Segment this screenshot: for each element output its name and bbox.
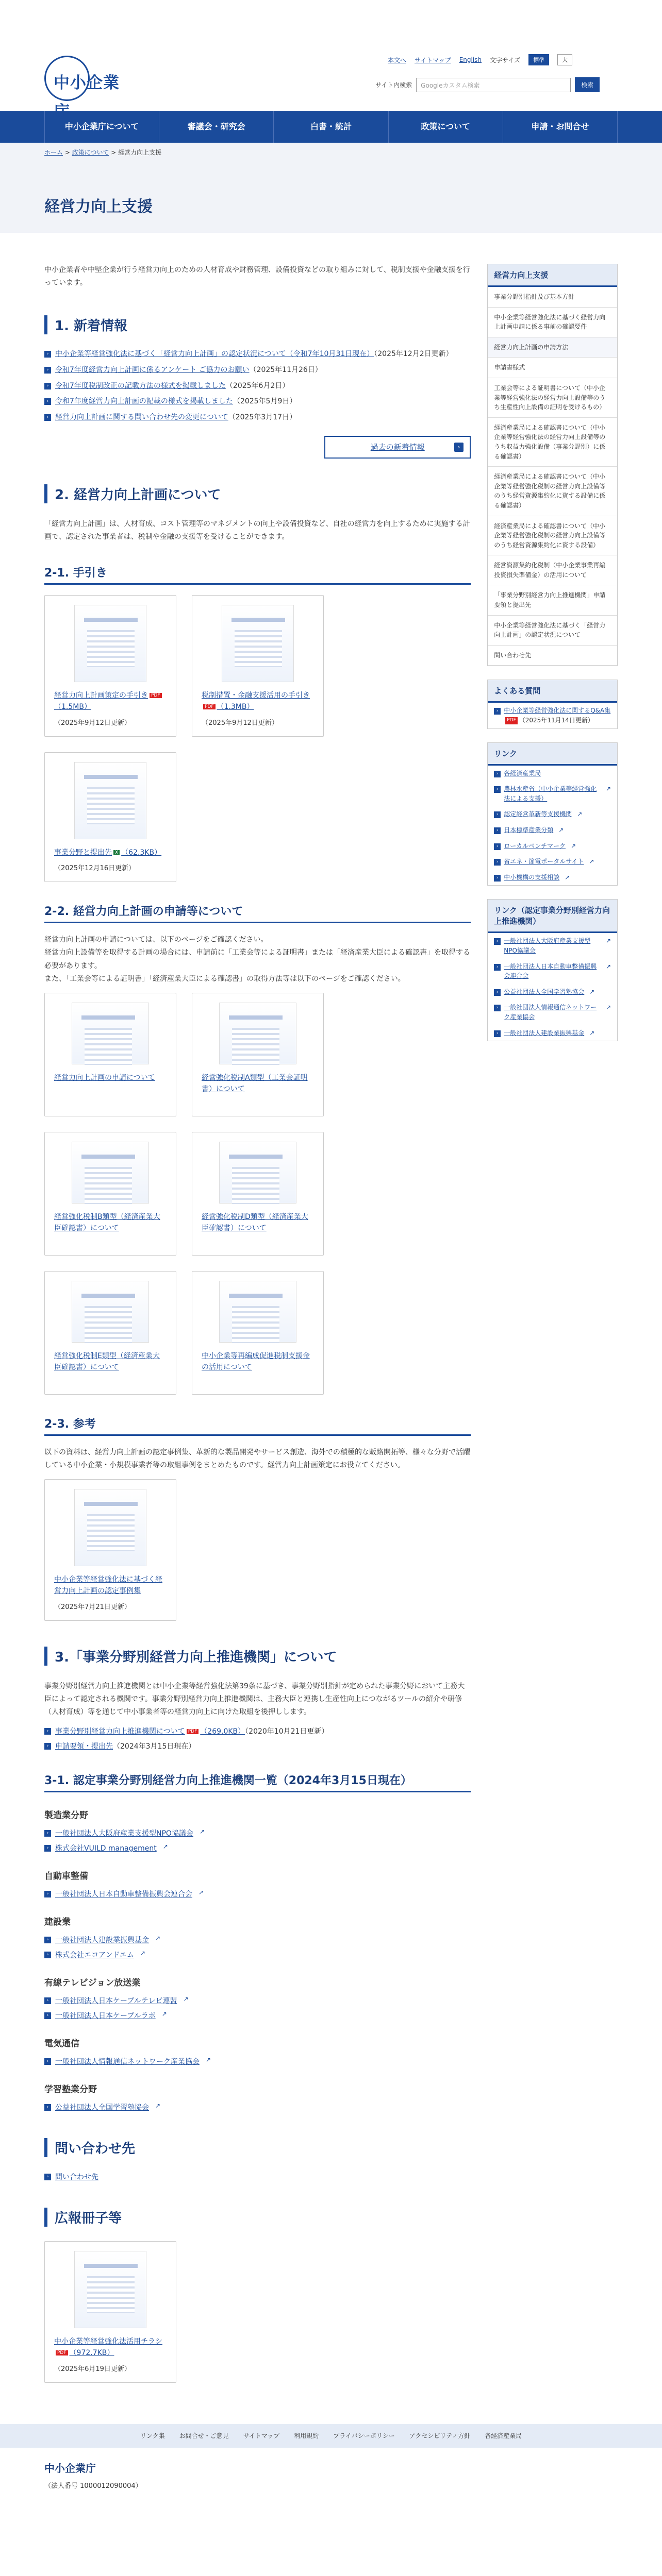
arrow-icon: › xyxy=(494,1030,501,1037)
arrow-icon: › xyxy=(494,964,501,971)
guide-link-2[interactable]: 事業分野と提出先 xyxy=(54,848,112,857)
guide-title: 2-1. 手引き xyxy=(44,564,471,585)
organization-item[interactable]: 一般社団法人日本自動車整備振興会連合会 xyxy=(55,1890,192,1899)
gnav-about[interactable]: 中小企業庁について xyxy=(44,111,159,143)
apply-card xyxy=(192,1271,324,1395)
section-organization-title: 3.「事業分野別経営力向上推進機関」について xyxy=(44,1647,471,1666)
list-item xyxy=(44,349,471,360)
reference-title: 2-3. 参考 xyxy=(44,1415,471,1436)
list-item xyxy=(44,412,471,423)
sidebar-link[interactable]: 各経済産業局 xyxy=(504,769,541,777)
news-link-3[interactable]: 令和7年度経営力向上計画の記載の様式を掲載しました xyxy=(55,397,233,406)
logo-text: 中小企業庁 xyxy=(54,74,120,121)
breadcrumb-current: 経営力向上支援 xyxy=(118,149,162,156)
category-cable-tv: 有線テレビジョン放送業 xyxy=(44,1978,141,1989)
guide-date-2: （2025年12月16日更新） xyxy=(54,865,136,873)
gnav-apply[interactable]: 申請・お問合せ xyxy=(503,111,618,143)
arrow-icon: › xyxy=(44,1743,51,1750)
news-link-2[interactable]: 令和7年度税制改正の記載方法の様式を掲載しました xyxy=(55,381,226,390)
gnav-policy[interactable]: 政策について xyxy=(389,111,503,143)
sidebar-item[interactable]: 申請書様式 xyxy=(488,358,617,378)
reference-cards xyxy=(44,1479,471,1620)
sidebar-item[interactable]: 経済産業局による確認書について（中小企業等経営強化税制の経営力向上設備等のうち経営資源集約化に資する設備に係る確認書） xyxy=(488,467,617,516)
plan-text: 「経営力向上計画」は、人材育成、コスト管理等のマネジメントの向上や設備投資など、自社の経営力を向上するために実施する計画で、認定された事業者は、税制や金融の支援等を受けることができます。 xyxy=(44,519,470,541)
external-link-icon: ↗ xyxy=(605,1004,611,1011)
organization-item[interactable]: 一般社団法人大阪府産業支援型NPO協議会 xyxy=(55,1829,193,1838)
sidebar-link[interactable]: 省エネ・節電ポータルサイト xyxy=(504,858,584,866)
category-list xyxy=(44,1935,471,1960)
news-date-2: （2025年6月2日） xyxy=(225,381,290,390)
news-list xyxy=(44,349,471,423)
font-standard-button[interactable]: 標準 xyxy=(528,54,549,65)
apply-text-3: また、「工業会等による証明書」「経済産業大臣による確認書」の取得方法等は以下のページをご確認ください。 xyxy=(44,974,405,983)
category-list xyxy=(44,1995,471,2021)
category-construction: 建設業 xyxy=(44,1917,71,1928)
arrow-icon: › xyxy=(494,708,501,715)
main-content xyxy=(44,233,471,2383)
english-link[interactable]: English xyxy=(459,56,482,63)
category-cram-school: 学習塾業分野 xyxy=(44,2084,97,2095)
document-thumbnail xyxy=(72,1142,149,1204)
apply-card xyxy=(44,1132,176,1256)
sidebar-link[interactable]: 一般社団法人大阪府産業支援型NPO協議会 xyxy=(504,937,591,954)
sidebar-links-title: リンク xyxy=(488,743,617,766)
apply-text-1: 経営力向上計画の申請については、以下のページをご確認ください。 xyxy=(44,936,268,944)
organization-link-0[interactable]: 事業分野別経営力向上推進機関について xyxy=(55,1727,185,1736)
arrow-icon: › xyxy=(494,771,501,777)
apply-card xyxy=(44,993,176,1116)
organization-date-0: （2020年10月21日更新） xyxy=(245,1727,329,1736)
news-link-0[interactable]: 中小企業等経営強化法に基づく「経営力向上計画」の認定状況について（令和7年10月31日現在） xyxy=(55,350,374,359)
pdf-icon: PDF xyxy=(505,717,518,724)
footer-link[interactable]: アクセシビリティ方針 xyxy=(409,2432,471,2440)
leaflet-thumbnail xyxy=(74,2251,146,2328)
organization-item[interactable]: 一般社団法人日本ケーブルテレビ連盟 xyxy=(55,1997,177,2006)
faq-date: （2025年11月14日更新） xyxy=(519,717,594,724)
document-thumbnail xyxy=(74,605,146,682)
document-thumbnail xyxy=(222,605,294,682)
skip-link[interactable]: 本文へ xyxy=(388,56,407,64)
news-date-4: （2025年3月17日） xyxy=(228,413,297,422)
organization-links xyxy=(44,1726,471,1751)
sidebar-link[interactable]: 一般社団法人建設業振興基金 xyxy=(504,1029,585,1037)
list-item xyxy=(488,933,617,958)
footer-corporate-number: （法人番号 1000012090004） xyxy=(44,2482,142,2490)
footer-body xyxy=(0,2448,662,2505)
reference-link[interactable]: 中小企業等経営強化法に基づく経営力向上計画の認定事例集 xyxy=(54,1575,162,1596)
list-item xyxy=(488,984,617,1000)
apply-link-3[interactable]: 経営強化税制D類型（経済産業大臣確認書）について xyxy=(202,1213,308,1232)
pr-cards xyxy=(44,2241,471,2382)
guide-card xyxy=(44,595,176,736)
category-auto-maintenance: 自動車整備 xyxy=(44,1871,88,1882)
list-item xyxy=(488,806,617,822)
gnav-whitepaper[interactable]: 白書・統計 xyxy=(274,111,388,143)
guide-link-0[interactable]: 経営力向上計画策定の手引き xyxy=(54,691,148,700)
pdf-icon: PDF xyxy=(56,2350,68,2355)
arrow-icon: › xyxy=(44,398,51,405)
apply-link-1[interactable]: 経営強化税制A類型（工業会証明書）について xyxy=(202,1074,308,1093)
sidebar-link[interactable]: 認定経営革新等支援機関 xyxy=(504,810,572,818)
news-link-1[interactable]: 令和7年度経営力向上計画に係るアンケート ご協力のお願い xyxy=(55,366,250,375)
faq-link[interactable]: 中小企業等経営強化法に関するQ&A集 xyxy=(504,707,611,715)
list-item xyxy=(488,781,617,806)
pr-size[interactable]: （972.7KB） xyxy=(69,2349,114,2357)
past-news-label: 過去の新着情報 xyxy=(370,442,425,452)
search-label: サイト内検索 xyxy=(375,81,412,89)
list-item xyxy=(44,396,471,408)
arrow-right-icon: › xyxy=(454,443,464,452)
list-item xyxy=(44,1741,471,1751)
arrow-icon: › xyxy=(494,1005,501,1011)
content-wrap xyxy=(0,233,662,2383)
document-thumbnail xyxy=(219,1142,296,1204)
footer-link[interactable]: 各経済産業局 xyxy=(485,2432,522,2440)
footer-link[interactable]: 利用規約 xyxy=(294,2432,319,2440)
organization-text: 事業分野別経営力向上推進機関とは中小企業等経営強化法第39条に基づき、事業分野別指針が定められた事業分野において主務大臣によって認定される機関です。事業分野別経営力向上推進機関は、主務大臣と連携し生産性向上につながるツールの紹介や研修（人材育成）等を通じて中小事業者等の経営力向上に向けた取組を後押しします。 xyxy=(44,1682,465,1717)
sidebar-item[interactable]: 「事業分野別経営力向上推進機関」申請要領と提出先 xyxy=(488,585,617,615)
category-list xyxy=(44,2056,471,2066)
page-title: 経営力向上支援 xyxy=(44,198,153,216)
sidebar-menu-title[interactable]: 経営力向上支援 xyxy=(488,264,617,287)
apply-link-2[interactable]: 経営強化税制B類型（経済産業大臣確認書）について xyxy=(54,1213,160,1232)
category-list xyxy=(44,1828,471,1853)
section-pr-title: 広報冊子等 xyxy=(44,2208,471,2227)
list-item xyxy=(488,1025,617,1041)
arrow-icon: › xyxy=(44,1728,51,1735)
reference-text: 以下の資料は、経営力向上計画の認定事例集、革新的な製品開発やサービス創造、海外での積極的な販路開拓等、様々な分野で活躍している中小企業・小規模事業者等の取組事例をまとめたものです。経営力向上計画策定にお役立てください。 xyxy=(44,1448,470,1470)
arrow-icon: › xyxy=(44,1952,51,1958)
pdf-icon: PDF xyxy=(187,1729,199,1734)
guide-card xyxy=(192,595,324,736)
sidebar-item[interactable]: 経営力向上計画の申請方法 xyxy=(488,337,617,358)
external-link-icon: ↗ xyxy=(589,858,594,866)
organization-item[interactable]: 一般社団法人情報通信ネットワーク産業協会 xyxy=(55,2058,200,2066)
external-link-icon: ↗ xyxy=(605,785,611,793)
sidebar-item[interactable]: 中小企業等経営強化法に基づく経営力向上計画申請に係る事前の確認要件 xyxy=(488,308,617,337)
arrow-icon: › xyxy=(494,875,501,882)
external-link-icon: ↗ xyxy=(589,1029,595,1037)
sidebar-link[interactable]: 農林水産省（中小企業等経営強化法による支援） xyxy=(504,785,597,802)
arrow-icon: › xyxy=(44,2058,51,2065)
apply-text-2: 経営力向上設備等を取得する計画の場合には、申請前に「工業会等による証明書」または「経済産業大臣による確認書」を取得する必要があります。 xyxy=(44,948,470,970)
list-item xyxy=(488,838,617,854)
arrow-icon: › xyxy=(44,2012,51,2019)
site-header xyxy=(0,0,662,121)
list-item xyxy=(488,999,617,1025)
news-link-4[interactable]: 経営力向上計画に関する問い合わせ先の変更について xyxy=(55,413,228,422)
external-link-icon: ↗ xyxy=(571,842,576,850)
external-link-icon: ↗ xyxy=(162,1843,168,1851)
list-item xyxy=(44,2102,471,2112)
external-link-icon: ↗ xyxy=(140,1950,145,1957)
apply-cards xyxy=(44,993,471,1395)
arrow-icon: › xyxy=(44,1937,51,1943)
list-item xyxy=(488,822,617,838)
section-plan-title: 2. 経営力向上計画について xyxy=(44,484,471,503)
list-item xyxy=(44,2056,471,2066)
arrow-icon: › xyxy=(44,1997,51,2004)
footer-org-name: 中小企業庁 xyxy=(44,2462,96,2475)
apply-text xyxy=(44,934,471,986)
arrow-icon: › xyxy=(44,2104,51,2111)
apply-link-0[interactable]: 経営力向上計画の申請について xyxy=(54,1074,155,1082)
sidebar-faq xyxy=(487,680,618,728)
guide-size-0[interactable]: （1.5MB） xyxy=(54,702,91,711)
external-link-icon: ↗ xyxy=(206,2056,211,2064)
breadcrumb-home[interactable]: ホーム xyxy=(44,149,63,156)
arrow-icon: › xyxy=(494,811,501,818)
list-item xyxy=(44,365,471,376)
arrow-icon: › xyxy=(494,786,501,793)
external-link-icon: ↗ xyxy=(577,810,583,818)
sidebar-faq-title: よくある質問 xyxy=(488,680,617,703)
list-item xyxy=(488,854,617,870)
arrow-icon: › xyxy=(494,989,501,996)
external-link-icon: ↗ xyxy=(605,962,611,970)
list-item xyxy=(44,2010,471,2021)
document-thumbnail xyxy=(72,1003,149,1064)
sidebar-link[interactable]: 一般社団法人日本自動車整備振興会連合会 xyxy=(504,962,597,980)
external-link-icon: ↗ xyxy=(183,1995,189,2003)
arrow-icon: › xyxy=(44,1845,51,1852)
list-item xyxy=(44,1995,471,2006)
footer-nav xyxy=(0,2424,662,2448)
list-item xyxy=(44,1726,471,1736)
sidebar-link[interactable]: 公益社団法人全国学習塾協会 xyxy=(504,988,585,995)
organization-item[interactable]: 一般社団法人日本ケーブルラボ xyxy=(55,2012,156,2021)
list-item xyxy=(488,870,617,886)
arrow-icon: › xyxy=(44,1891,51,1897)
pdf-icon: PDF xyxy=(150,693,162,698)
document-thumbnail xyxy=(74,1489,146,1566)
apply-link-4[interactable]: 経営強化税制E類型（経済産業大臣確認書）について xyxy=(54,1352,160,1371)
footer-link[interactable]: リンク集 xyxy=(140,2432,165,2440)
footer-link[interactable]: プライバシーポリシー xyxy=(333,2432,395,2440)
contact-link[interactable]: 問い合わせ先 xyxy=(55,2173,98,2182)
document-thumbnail xyxy=(219,1003,296,1064)
list-item xyxy=(488,959,617,984)
organization-item[interactable]: 一般社団法人建設業振興基金 xyxy=(55,1936,149,1945)
site-logo[interactable] xyxy=(44,52,132,121)
arrow-icon: › xyxy=(494,827,501,834)
sidebar-link[interactable]: 日本標準産業分類 xyxy=(504,826,554,834)
category-list xyxy=(44,1889,471,1899)
external-link-icon: ↗ xyxy=(198,1889,204,1896)
breadcrumb-policy[interactable]: 政策について xyxy=(72,149,109,156)
footer-link[interactable]: サイトマップ xyxy=(243,2432,280,2440)
sidebar-item[interactable]: 工業会等による証明書について（中小企業等経営強化法の経営力向上設備等のうち生産性向上設備の証明を受けるもの） xyxy=(488,378,617,418)
sidebar-links2-title: リンク（認定事業分野別経営力向上推進機関） xyxy=(488,900,617,933)
external-link-icon: ↗ xyxy=(199,1828,205,1836)
list-item xyxy=(44,1889,471,1899)
external-link-icon: ↗ xyxy=(155,2102,161,2110)
organization-date-1: （2024年3月15日現在） xyxy=(113,1742,196,1751)
list-item xyxy=(44,1950,471,1960)
sidebar-item[interactable]: 中小企業等経営強化法に基づく「経営力向上計画」の認定状況について xyxy=(488,616,617,646)
sidebar-item[interactable]: 経済産業局による確認書について（中小企業等経営強化法の経営力向上設備等のうち収益力強化設備（事業分野別）に係る確認書） xyxy=(488,418,617,467)
news-date-0: （2025年12月2日更新） xyxy=(374,350,453,359)
arrow-icon: › xyxy=(44,351,51,358)
arrow-icon: › xyxy=(494,938,501,945)
external-link-icon: ↗ xyxy=(558,826,564,834)
external-link-icon: ↗ xyxy=(565,873,570,881)
search-input[interactable]: Googleカスタム検索 xyxy=(416,78,571,92)
apply-card xyxy=(44,1271,176,1395)
footer-link[interactable]: お問合せ・ご意見 xyxy=(179,2432,229,2440)
guide-date-0: （2025年9月12日更新） xyxy=(54,719,131,727)
guide-card xyxy=(44,752,176,883)
section-news-title: 1. 新着情報 xyxy=(44,315,471,334)
past-news-button[interactable] xyxy=(324,436,471,459)
external-link-icon: ↗ xyxy=(155,1935,161,1942)
news-date-3: （2025年5月9日） xyxy=(233,397,297,406)
title-band xyxy=(0,162,662,233)
arrow-icon: › xyxy=(44,383,51,389)
utility-nav xyxy=(388,54,572,65)
sidebar xyxy=(487,264,618,2383)
guide-size-1[interactable]: （1.3MB） xyxy=(217,702,254,711)
pr-date: （2025年6月19日更新） xyxy=(54,2365,131,2373)
list-item xyxy=(44,1828,471,1838)
search-button[interactable]: 検索 xyxy=(575,77,600,92)
sidebar-links-organizations xyxy=(487,899,618,1041)
pr-card xyxy=(44,2241,176,2382)
breadcrumb: ホーム > 政策について > 経営力向上支援 xyxy=(0,143,662,162)
organization-item[interactable]: 株式会社エコアンドエム xyxy=(55,1951,134,1960)
news-date-1: （2025年11月26日） xyxy=(249,366,322,375)
font-large-button[interactable]: 大 xyxy=(557,54,572,65)
list-item xyxy=(44,381,471,392)
sidebar-link[interactable]: 中小機構の支援相談 xyxy=(504,873,560,881)
sidebar-item[interactable]: 事業分野別指針及び基本方針 xyxy=(488,287,617,308)
reference-card xyxy=(44,1479,176,1620)
guide-cards xyxy=(44,595,471,882)
arrow-icon: › xyxy=(44,1830,51,1837)
pr-link[interactable]: 中小企業等経営強化法活用チラシ xyxy=(54,2337,162,2346)
pdf-icon: PDF xyxy=(203,704,216,709)
site-footer xyxy=(0,2424,662,2505)
arrow-icon: › xyxy=(494,859,501,866)
arrow-icon: › xyxy=(44,2174,51,2180)
apply-title: 2-2. 経営力向上計画の申請等について xyxy=(44,903,471,923)
document-thumbnail xyxy=(74,762,146,839)
apply-link-5[interactable]: 中小企業等再編成促進税制支援金の活用について xyxy=(202,1352,310,1371)
arrow-icon: › xyxy=(494,843,501,850)
list-item xyxy=(488,766,617,782)
sidebar-link[interactable]: ローカルベンチマーク xyxy=(504,842,566,850)
external-link-icon: ↗ xyxy=(605,937,611,945)
font-size-label: 文字サイズ xyxy=(490,56,521,64)
list-item xyxy=(44,1843,471,1853)
list-item xyxy=(44,2172,471,2182)
organization-item[interactable]: 公益社団法人全国学習塾協会 xyxy=(55,2104,149,2112)
category-telecom: 電気通信 xyxy=(44,2039,79,2049)
sidebar-item[interactable]: 問い合わせ先 xyxy=(488,646,617,666)
apply-card xyxy=(192,1132,324,1256)
apply-card xyxy=(192,993,324,1116)
guide-size-2[interactable]: （62.3KB） xyxy=(121,848,162,857)
sidebar-menu xyxy=(487,264,618,666)
list-item xyxy=(44,1935,471,1945)
category-manufacturing: 製造業分野 xyxy=(44,1810,88,1821)
list-item xyxy=(488,703,617,728)
sidebar-link[interactable]: 一般社団法人情報通信ネットワーク産業協会 xyxy=(504,1004,597,1021)
arrow-icon: › xyxy=(44,367,51,374)
sidebar-links xyxy=(487,742,618,886)
external-link-icon: ↗ xyxy=(589,988,595,995)
category-list xyxy=(44,2102,471,2112)
organization-list-title: 3-1. 認定事業分野別経営力向上推進機関一覧（2024年3月15日現在） xyxy=(44,1772,471,1792)
organization-size-0[interactable]: （269.0KB） xyxy=(200,1727,245,1736)
guide-link-1[interactable]: 税制措置・金融支援活用の手引き xyxy=(202,691,310,700)
section-contact-title: 問い合わせ先 xyxy=(44,2138,471,2157)
external-link-icon: ↗ xyxy=(161,2010,167,2018)
intro-text: 中小企業者や中堅企業が行う経営力向上のための人材育成や財務管理、設備投資などの取り組みに対して、税制支援や金融支援を行っています。 xyxy=(44,266,470,287)
guide-date-1: （2025年9月12日更新） xyxy=(202,719,278,727)
sitemap-link[interactable]: サイトマップ xyxy=(415,56,451,64)
organization-item[interactable]: 株式会社VUILD management xyxy=(55,1844,157,1853)
excel-icon: X xyxy=(113,850,120,855)
contact-list xyxy=(44,2172,471,2182)
organization-link-1[interactable]: 申請要領・提出先 xyxy=(55,1742,113,1751)
sidebar-item[interactable]: 経営資源集約化税制（中小企業事業再編投資損失準備金）の活用について xyxy=(488,555,617,585)
document-thumbnail xyxy=(72,1281,149,1343)
sidebar-item[interactable]: 経済産業局による確認書について（中小企業等経営強化税制の経営力向上設備等のうち経営資源集約化に資する設備） xyxy=(488,516,617,556)
reference-date: （2025年7月21日更新） xyxy=(54,1603,131,1611)
search-area xyxy=(375,77,600,92)
gnav-council[interactable]: 審議会・研究会 xyxy=(159,111,274,143)
arrow-icon: › xyxy=(44,414,51,421)
document-thumbnail xyxy=(219,1281,296,1343)
